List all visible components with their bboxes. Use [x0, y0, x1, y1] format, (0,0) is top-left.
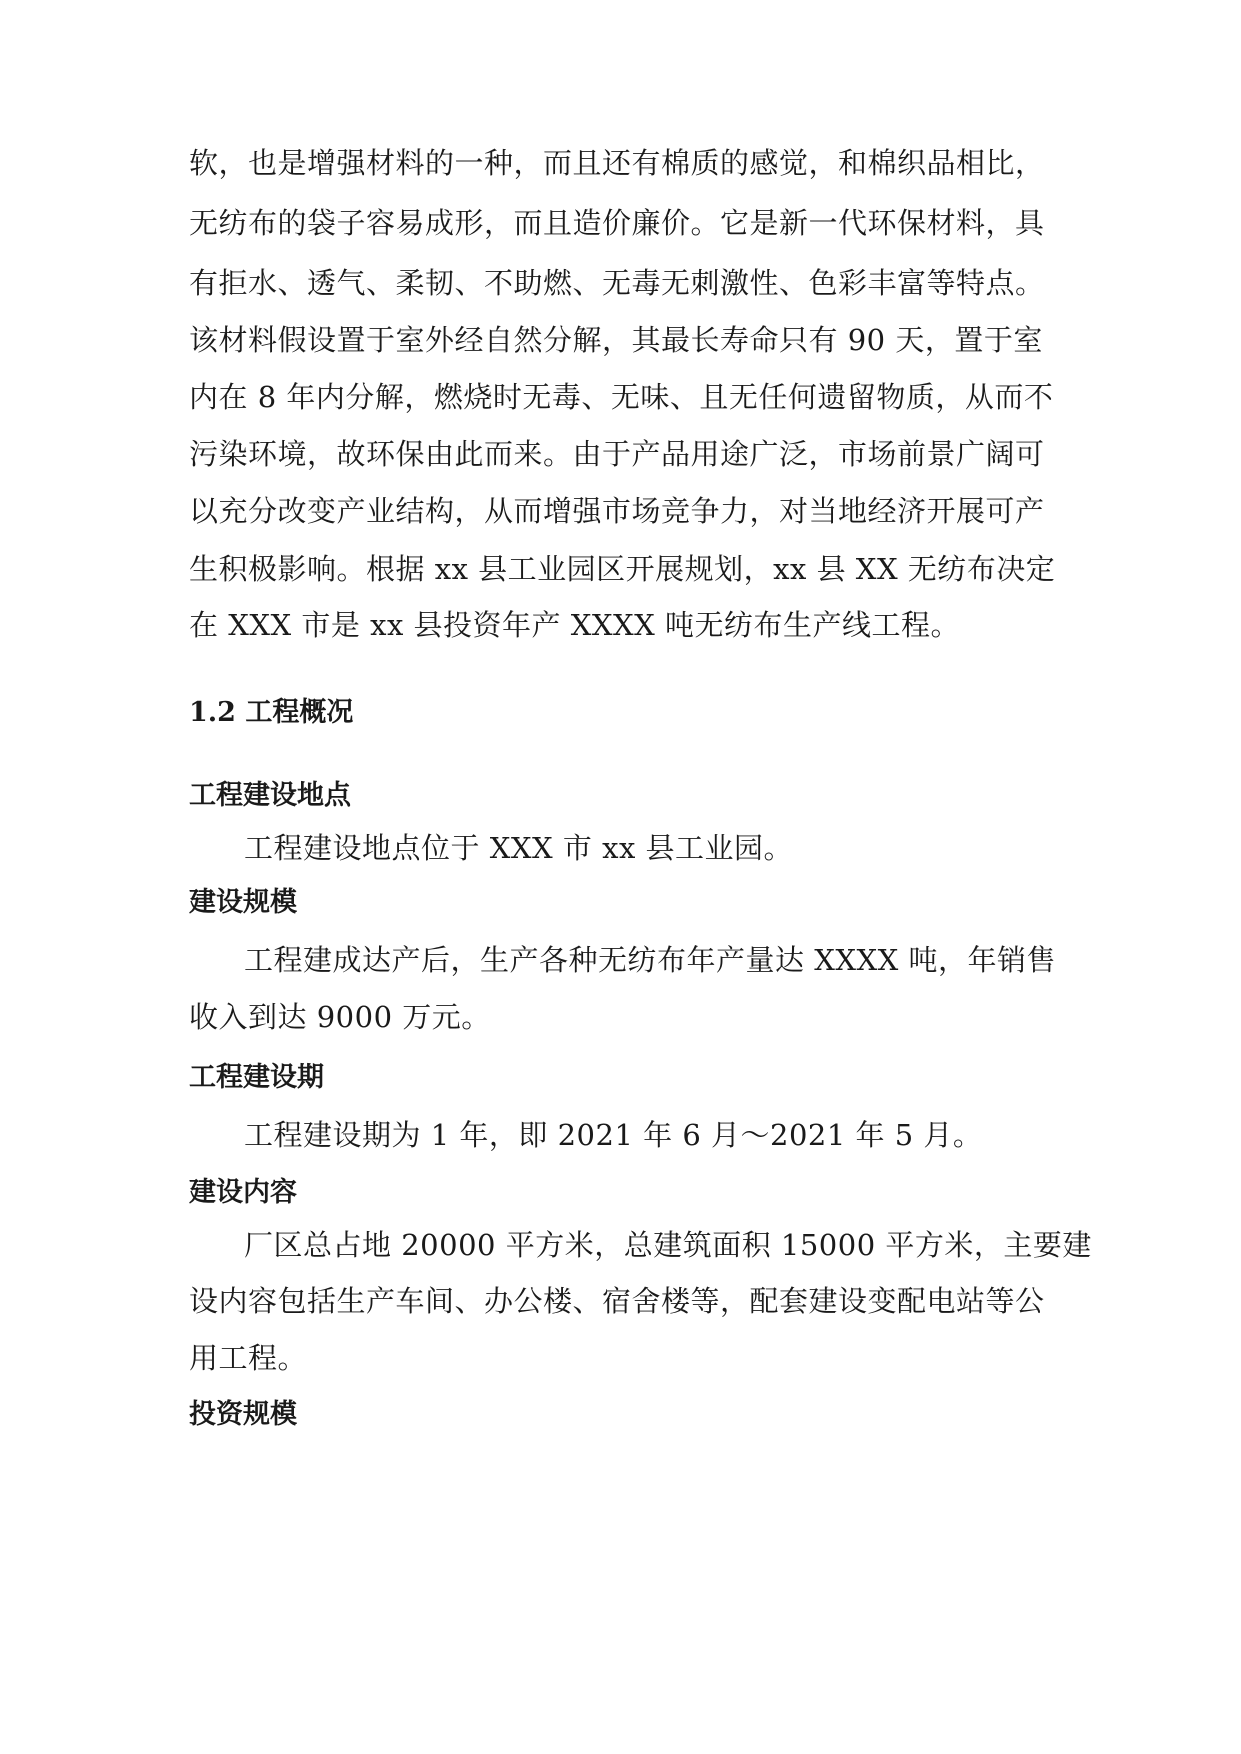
scale-line-2: 收入到达 9000 万元。: [189, 1000, 491, 1034]
intro-line-2: 无纺布的袋子容易成形，而且造价廉价。它是新一代环保材料，具: [189, 206, 1045, 240]
period-heading: 工程建设期: [189, 1062, 324, 1093]
intro-line-1: 软，也是增强材料的一种，而且还有棉质的感觉，和棉织品相比，: [189, 146, 1045, 180]
content-line-1: 厂区总占地 20000 平方米，总建筑面积 15000 平方米，主要建: [244, 1228, 1092, 1262]
location-heading: 工程建设地点: [189, 780, 351, 811]
intro-line-8: 生积极影响。根据 xx 县工业园区开展规划，xx 县 XX 无纺布决定: [189, 552, 1056, 586]
intro-line-9: 在 XXX 市是 xx 县投资年产 XXXX 吨无纺布生产线工程。: [189, 608, 961, 642]
location-line-1: 工程建设地点位于 XXX 市 xx 县工业园。: [244, 831, 794, 865]
content-line-2: 设内容包括生产车间、办公楼、宿舍楼等，配套建设变配电站等公: [189, 1284, 1045, 1318]
intro-line-3: 有拒水、透气、柔韧、不助燃、无毒无刺激性、色彩丰富等特点。: [189, 266, 1045, 300]
investment-heading: 投资规模: [189, 1399, 297, 1430]
section-title: 1.2 工程概况: [189, 697, 354, 728]
intro-line-6: 污染环境，故环保由此而来。由于产品用途广泛，市场前景广阔可: [189, 437, 1045, 471]
scale-heading: 建设规模: [189, 887, 297, 918]
intro-line-5: 内在 8 年内分解，燃烧时无毒、无味、且无任何遗留物质，从而不: [189, 380, 1054, 414]
intro-line-4: 该材料假设置于室外经自然分解，其最长寿命只有 90 天，置于室: [189, 323, 1043, 357]
content-heading: 建设内容: [189, 1177, 297, 1208]
intro-line-7: 以充分改变产业结构，从而增强市场竞争力，对当地经济开展可产: [189, 494, 1045, 528]
period-line-1: 工程建设期为 1 年，即 2021 年 6 月～2021 年 5 月。: [244, 1118, 983, 1152]
content-line-3: 用工程。: [189, 1341, 308, 1375]
scale-line-1: 工程建成达产后，生产各种无纺布年产量达 XXXX 吨，年销售: [244, 943, 1057, 977]
